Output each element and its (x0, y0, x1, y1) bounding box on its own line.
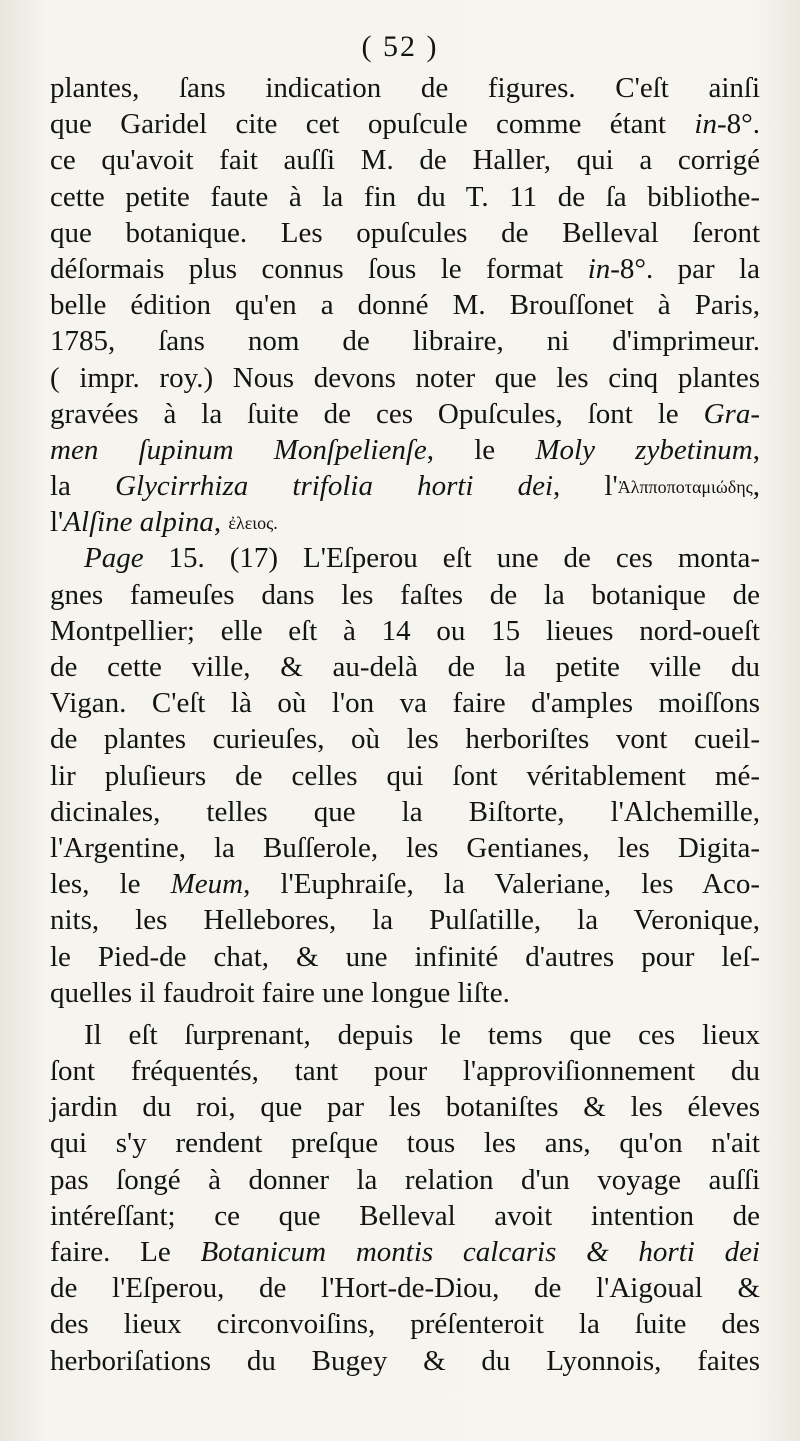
italic-text: Botanicum montis calcaris & horti dei (200, 1236, 760, 1268)
italic-text: men ſupinum Monſpelienſe (50, 433, 427, 466)
text-line (50, 975, 760, 1011)
text-line (50, 1017, 760, 1053)
text-segment: gnes fameuſes dans les faſtes de la botanique de (50, 578, 760, 611)
text-line (50, 468, 760, 504)
text-line (50, 540, 760, 576)
text-line (50, 758, 760, 794)
text-line (50, 287, 760, 323)
italic-text: Glycirrhiza trifolia horti dei (115, 470, 554, 503)
text-line (50, 504, 760, 540)
text-segment: , (213, 506, 229, 539)
text-segment: , le (426, 433, 536, 466)
greek-text: Ἀλπποποταμιώδης (617, 477, 753, 498)
text-line (50, 1089, 760, 1125)
text-line (50, 323, 760, 359)
text-segment: 15. (17) L'Eſperou eſt une de ces monta- (143, 542, 760, 575)
italic-text: Moly zybetinum (535, 433, 753, 466)
text-segment: la (50, 470, 116, 503)
text-line (50, 830, 760, 866)
italic-text: in (694, 108, 717, 141)
text-segment: Montpellier; elle eſt à 14 ou 15 lieues nord-oueſt (50, 614, 760, 647)
text-line (50, 721, 760, 757)
text-line (50, 939, 760, 975)
text-line (50, 215, 760, 251)
text-line (50, 1343, 760, 1379)
text-segment: de cette ville, & au-delà de la petite ville du (50, 651, 760, 683)
text-segment: , (752, 433, 760, 466)
italic-text: Page (84, 542, 144, 575)
text-segment: gravées à la ſuite de ces Opuſcules, ſont le (50, 397, 704, 430)
text-line (50, 251, 760, 287)
text-segment: , (752, 470, 760, 503)
text-segment: cette petite faute à la fin du T. 11 de ſa bibliothe- (50, 180, 760, 213)
text-line (50, 649, 760, 685)
text-segment: ſont fréquentés, tant pour l'approviſionnement du (50, 1055, 760, 1088)
text-segment: les, le (50, 868, 171, 901)
greek-text: ἐλειος. (228, 513, 278, 534)
text-line (50, 360, 760, 396)
text-line (50, 432, 760, 468)
text-segment: lir pluſieurs de celles qui ſont véritablement mé- (50, 759, 760, 792)
text-segment: pas ſongé à donner la relation d'un voyage auſſi (50, 1163, 760, 1196)
text-segment: l' (50, 506, 64, 539)
text-segment: déſormais plus connus ſous le format (50, 252, 588, 285)
text-segment: ce qu'avoit fait auſſi M. de Haller, qui a corrigé (50, 144, 760, 177)
text-line (50, 577, 760, 613)
text-segment: que botanique. Les opuſcules de Belleval ſeront (50, 216, 760, 249)
text-segment: quelles il faudroit faire une longue liſte. (50, 976, 510, 1009)
text-line (50, 1053, 760, 1089)
text-line (50, 613, 760, 649)
text-line (50, 179, 760, 215)
text-segment: , l' (553, 470, 618, 503)
text-line (50, 1270, 760, 1306)
page-number: ( 52 ) (361, 30, 439, 63)
italic-text: Meum (170, 868, 244, 901)
text-segment: -8°. (716, 108, 760, 141)
text-line (50, 1234, 760, 1270)
text-segment: de l'Eſperou, de l'Hort-de-Diou, de l'Aigoual & (50, 1272, 760, 1305)
text-segment: -8°. par la (610, 252, 760, 285)
text-segment: , l'Euphraiſe, la Valeriane, les Aco- (243, 868, 760, 901)
text-segment: que Garidel cite cet opuſcule comme étant (50, 108, 695, 141)
text-line (50, 106, 760, 142)
text-line (50, 1306, 760, 1342)
text-segment: de plantes curieuſes, où les herboriſtes vont cueil- (50, 723, 760, 756)
italic-text: Alſine alpina (63, 506, 214, 539)
text-line (50, 1125, 760, 1161)
text-line (50, 1162, 760, 1198)
text-segment: herboriſations du Bugey & du Lyonnois, faites (50, 1344, 760, 1377)
text-segment: qui s'y rendent preſque tous les ans, qu'on n'ait (50, 1127, 760, 1160)
text-segment: Il eſt ſurprenant, depuis le tems que ces lieux (84, 1018, 760, 1051)
text-segment: belle édition qu'en a donné M. Brouſſonet à Paris, (50, 289, 760, 322)
text-line (50, 396, 760, 432)
text-segment: dicinales, telles que la Biſtorte, l'Alchemille, (50, 795, 760, 828)
text-segment: intéreſſant; ce que Belleval avoit intention de (50, 1199, 760, 1232)
text-line (50, 1198, 760, 1234)
italic-text: in (587, 252, 611, 285)
text-line (50, 794, 760, 830)
text-segment: faire. Le (50, 1236, 201, 1268)
paragraph (50, 1017, 760, 1379)
text-line (50, 866, 760, 902)
paragraph (50, 540, 760, 1010)
text-segment: Vigan. C'eſt là où l'on va faire d'amples moiſſons (50, 687, 760, 720)
text-segment: 1785, ſans nom de libraire, ni d'imprimeur. (50, 325, 760, 358)
text-segment: plantes, ſans indication de figures. C'eſt ainſi (50, 72, 760, 104)
text-segment: jardin du roi, que par les botaniſtes & les éleves (50, 1091, 760, 1124)
text-line (50, 685, 760, 721)
text-segment: le Pied-de chat, & une infinité d'autres pour leſ- (50, 940, 760, 973)
text-line (50, 902, 760, 938)
text-segment: l'Argentine, la Buſſerole, les Gentianes, les Digita- (50, 831, 760, 864)
text-segment: des lieux circonvoiſins, préſenteroit la ſuite des (50, 1308, 760, 1341)
text-segment: ( impr. roy.) Nous devons noter que les cinq plantes (50, 361, 760, 394)
text-line (50, 70, 760, 106)
italic-text: Gra- (703, 397, 760, 430)
text-line (50, 142, 760, 178)
paragraph (50, 70, 760, 540)
body-text (50, 70, 760, 1379)
text-segment: nits, les Hellebores, la Pulſatille, la Veronique, (50, 904, 760, 937)
